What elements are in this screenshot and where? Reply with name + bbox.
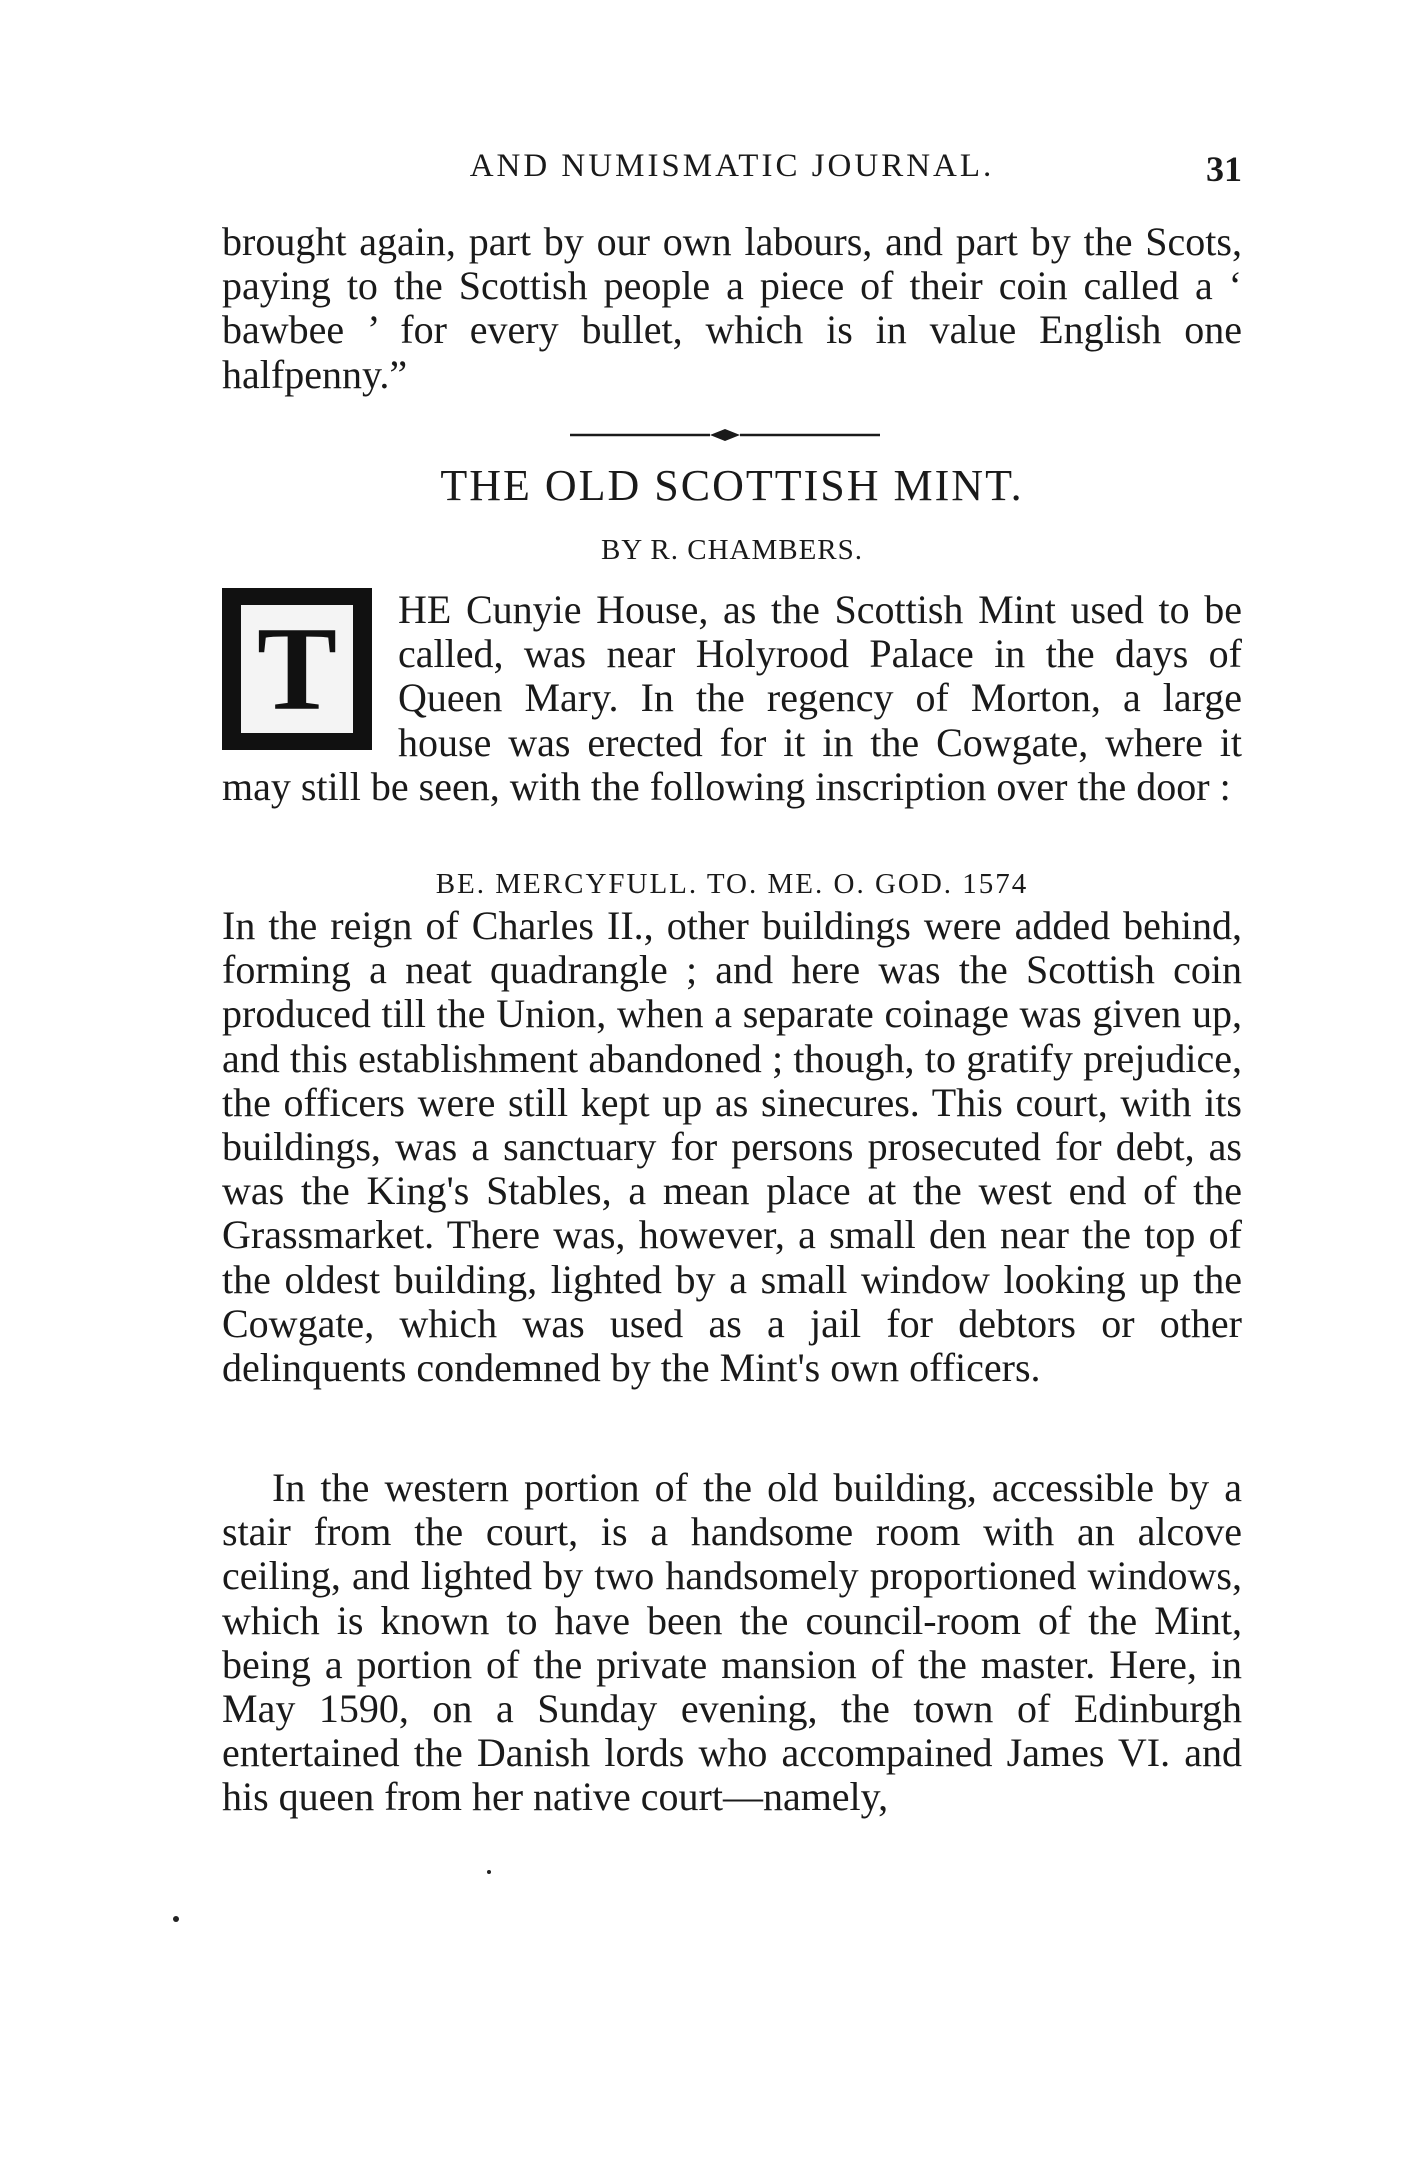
page-number: 31 bbox=[1206, 149, 1242, 189]
print-speck bbox=[173, 1916, 179, 1922]
print-speck bbox=[487, 1870, 491, 1874]
first-paragraph-container bbox=[222, 588, 1242, 809]
opening-paragraph: brought again, part by our own labours, and part by the Scots, paying to the Scottish people a piece of their coin called a ‘ bawbee ’ for every bullet, which is in value English one halfpenny.” bbox=[222, 219, 1242, 397]
second-paragraph: In the reign of Charles II., other buildings were added behind, forming a neat quadrangle ; and here was the Scottish coin produced till the Union, when a separate coinage was given up, and this establishment abandoned ; though, to gratify prejudice, the officers were still kept up as sinecures. This court, with its buildings, was a sanctuary for persons prosecuted for debt, as was the King's Stables, a mean place at the west end of the Grassmarket. There was, however, a small den near the top of the oldest building, lighted by a small window looking up the Cowgate, which was used as a jail for debtors or other delinquents condemned by the Mint's own officers. bbox=[222, 903, 1242, 1391]
door-inscription: BE. MERCYFULL. TO. ME. O. GOD. 1574 bbox=[435, 868, 1029, 900]
first-paragraph: HE Cunyie House, as the Scottish Mint used to be called, was near Holyrood Palace in the days of Queen Mary. In the regency of Morton, a large house was erected for it in the Cowgate, where it may still be seen, with the following inscription over the door : bbox=[222, 587, 1242, 809]
decorative-drop-cap bbox=[222, 588, 372, 750]
drop-cap-letter: T bbox=[237, 601, 357, 737]
article-byline: BY R. CHAMBERS. bbox=[600, 534, 864, 566]
third-paragraph: In the western portion of the old building, accessible by a stair from the court, is a handsome room with an alcove ceiling, and lighted by two handsomely proportioned windows, which is known to have been the council-room of the Mint, being a portion of the private mansion of the master. Here, in May 1590, on a Sunday evening, the town of Edinburgh entertained the Danish lords who accompained James VI. and his queen from her native court—namely, bbox=[222, 1465, 1242, 1820]
section-divider-ornament bbox=[570, 428, 880, 442]
article-title: THE OLD SCOTTISH MINT. bbox=[440, 461, 1024, 510]
running-head bbox=[222, 148, 1242, 198]
running-title: AND NUMISMATIC JOURNAL. bbox=[469, 148, 995, 184]
